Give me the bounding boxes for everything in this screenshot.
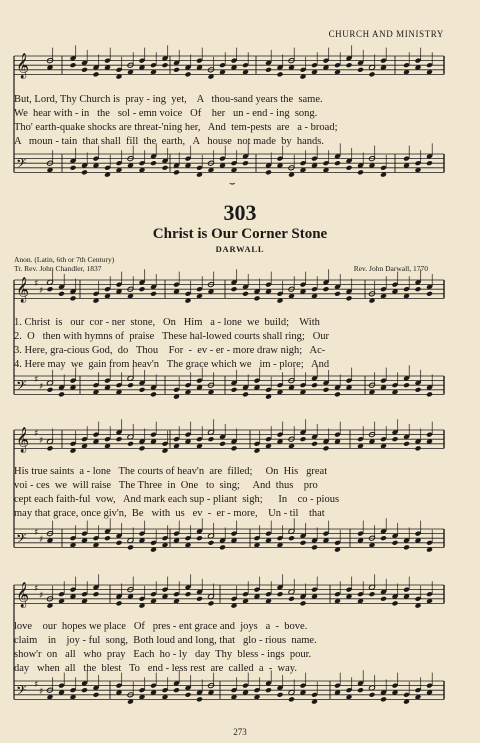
note-head <box>185 692 192 698</box>
note-head <box>288 596 295 602</box>
lyric-line: voi - ces we will raise The Three in One to sing; And thus pro <box>14 480 318 491</box>
note-head <box>81 687 88 693</box>
note-head <box>357 169 364 175</box>
note-head <box>300 436 307 442</box>
note-head <box>116 600 123 606</box>
note-head <box>265 687 272 693</box>
note-head <box>231 286 238 292</box>
note-head <box>277 692 284 698</box>
note-head <box>323 286 330 292</box>
note-head <box>116 436 123 442</box>
text-credit-line: Tr. Rev. John Chandler, 1837 <box>14 264 102 273</box>
lyric-line: love our hopes we place Of pres - ent grace and joys a - bove. <box>14 621 308 632</box>
note-head <box>392 600 399 606</box>
note-head <box>93 71 100 77</box>
note-head <box>173 687 180 693</box>
note-head <box>196 596 203 602</box>
note-head <box>139 445 146 451</box>
lyric-line: 2. O then with hymns of praise These hal-lowed courts shall ring; Our <box>14 331 330 342</box>
bass-clef: 𝄢 <box>16 682 27 702</box>
sharp-sign: ♯ <box>34 278 39 289</box>
note-head <box>311 441 318 447</box>
note-head <box>323 387 330 393</box>
note-head <box>311 544 318 550</box>
note-head <box>70 165 77 171</box>
note-head <box>277 591 284 597</box>
note-head <box>173 169 180 175</box>
lyric-line: show'r on all who pray Each ho - ly day Thy bless - ings pour. <box>14 649 312 660</box>
fermata-symbol: ⌣ <box>229 178 236 189</box>
note-head <box>415 445 422 451</box>
note-head <box>58 291 65 297</box>
note-head <box>426 391 433 397</box>
note-head <box>139 387 146 393</box>
note-head <box>150 160 157 166</box>
note-head <box>300 600 307 606</box>
sharp-sign: ♯ <box>34 679 39 690</box>
treble-clef: 𝄞 <box>16 277 30 303</box>
treble-clef: 𝄞 <box>16 53 30 79</box>
note-head <box>219 441 226 447</box>
note-head <box>150 391 157 397</box>
note-head <box>403 441 410 447</box>
note-head <box>162 62 169 68</box>
section-header: CHURCH AND MINISTRY <box>328 29 444 39</box>
sharp-sign: ♯ <box>39 285 44 296</box>
sharp-sign: ♯ <box>34 583 39 594</box>
lyric-line: cept each faith-ful vow, And mark each sup - pliant sigh; In co - pious <box>14 494 340 505</box>
note-head <box>357 67 364 73</box>
note-head <box>150 291 157 297</box>
page-number: 273 <box>233 727 247 737</box>
note-head <box>334 160 341 166</box>
note-head <box>277 71 284 77</box>
note-head <box>139 286 146 292</box>
sharp-sign: ♯ <box>39 435 44 446</box>
note-head <box>81 67 88 73</box>
sharp-sign: ♯ <box>39 534 44 545</box>
note-head <box>127 544 134 550</box>
note-head <box>104 535 111 541</box>
hymn-number: 303 <box>223 200 257 225</box>
note-head <box>265 67 272 73</box>
note-head <box>426 291 433 297</box>
note-head <box>300 540 307 546</box>
note-head <box>47 445 54 451</box>
note-head <box>254 295 261 301</box>
lyric-line: We hear with - in the sol - emn voice Of her un - end - ing song. <box>14 108 318 119</box>
note-head <box>403 382 410 388</box>
note-head <box>116 540 123 546</box>
note-head <box>380 696 387 702</box>
note-head <box>208 540 215 546</box>
sharp-sign: ♯ <box>34 374 39 385</box>
note-head <box>185 591 192 597</box>
text-credit-line: Anon. (Latin, 6th or 7th Century) <box>14 255 115 264</box>
sharp-sign: ♯ <box>34 527 39 538</box>
note-head <box>242 391 249 397</box>
note-head <box>265 169 272 175</box>
note-head <box>323 445 330 451</box>
note-head <box>403 544 410 550</box>
note-head <box>219 544 226 550</box>
lyric-line: A moun - tain that shall fill the earth, A house not made by hands. <box>14 136 324 147</box>
lyric-line: 3. Here, gra-cious God, do Thou For - ev - er - more draw nigh; Ac- <box>14 345 326 356</box>
note-head <box>173 67 180 73</box>
note-head <box>231 387 238 393</box>
note-head <box>196 696 203 702</box>
sharp-sign: ♯ <box>34 428 39 439</box>
note-head <box>357 687 364 693</box>
note-head <box>93 692 100 698</box>
note-head <box>127 382 134 388</box>
note-head <box>311 382 318 388</box>
sharp-sign: ♯ <box>39 686 44 697</box>
lyric-line: But, Lord, Thy Church is pray - ing yet, A thou-sand years the same. <box>14 94 323 105</box>
note-head <box>415 286 422 292</box>
lyric-line: may that grace, once giv'n, Be with us ev - er - more, Un - til that <box>14 508 325 519</box>
note-head <box>208 600 215 606</box>
note-head <box>369 71 376 77</box>
note-head <box>288 696 295 702</box>
bass-clef: 𝄢 <box>16 155 27 175</box>
note-head <box>346 295 353 301</box>
note-head <box>70 62 77 68</box>
treble-clef: 𝄞 <box>16 582 30 608</box>
bass-clef: 𝄢 <box>16 377 27 397</box>
note-head <box>196 535 203 541</box>
note-head <box>334 391 341 397</box>
lyric-line: 4. Here may we gain from heav'n The grace which we im - plore; And <box>14 359 330 370</box>
note-head <box>231 445 238 451</box>
note-head <box>47 286 54 292</box>
note-head <box>47 387 54 393</box>
lyric-line: claim in joy - ful song, Both loud and long, that glo - rious name. <box>14 635 317 646</box>
note-head <box>70 295 77 301</box>
note-head <box>380 535 387 541</box>
note-head <box>369 692 376 698</box>
treble-clef: 𝄞 <box>16 427 30 453</box>
note-head <box>415 387 422 393</box>
note-head <box>346 165 353 171</box>
sharp-sign: ♯ <box>39 381 44 392</box>
note-head <box>288 535 295 541</box>
note-head <box>392 540 399 546</box>
lyric-line: day when all the blest To end - less rest are called a - way. <box>14 663 297 674</box>
tune-name: DARWALL <box>215 244 265 254</box>
note-head <box>93 591 100 597</box>
bass-clef: 𝄢 <box>16 530 27 550</box>
note-head <box>392 436 399 442</box>
note-head <box>334 291 341 297</box>
note-head <box>380 596 387 602</box>
hymn-title: Christ is Our Corner Stone <box>152 226 328 242</box>
note-head <box>242 291 249 297</box>
music-credit: Rev. John Darwall, 1770 <box>353 264 428 273</box>
text-credit <box>14 255 114 273</box>
note-head <box>81 169 88 175</box>
note-head <box>242 160 249 166</box>
sharp-sign: ♯ <box>39 590 44 601</box>
note-head <box>58 391 65 397</box>
lyric-line: Tho' earth-quake shocks are threat-'ning her, And tem-pests are a - broad; <box>14 122 338 133</box>
lyric-line: 1. Christ is our cor - ner stone, On Him a - lone we build; With <box>14 317 320 328</box>
note-head <box>185 71 192 77</box>
note-head <box>369 591 376 597</box>
note-head <box>208 436 215 442</box>
note-head <box>127 441 134 447</box>
note-head <box>426 160 433 166</box>
note-head <box>162 165 169 171</box>
lyric-line: His true saints a - lone The courts of heav'n are filled; On His great <box>14 466 328 477</box>
note-head <box>346 62 353 68</box>
